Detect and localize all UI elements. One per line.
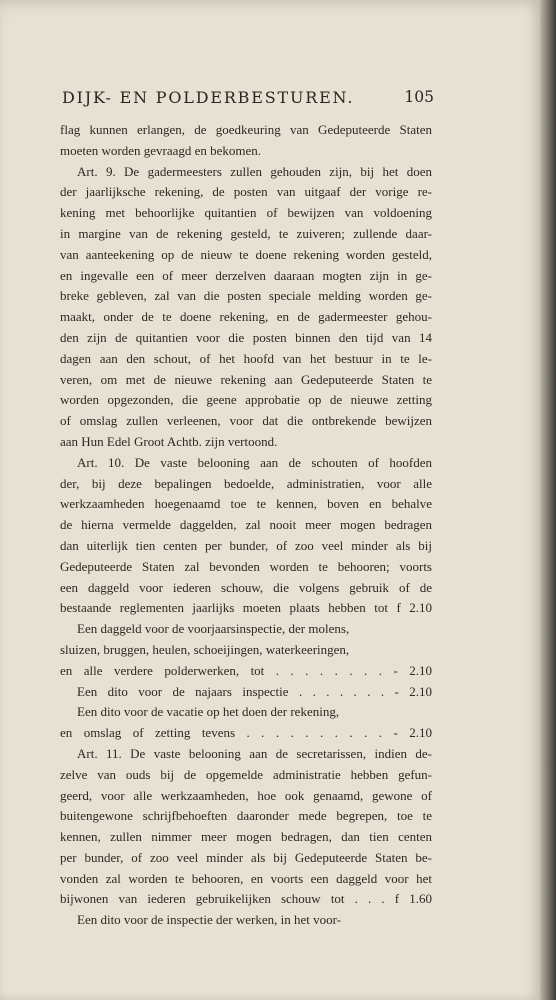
text-line: Een daggeld voor de voorjaarsinspectie, der molens,: [77, 621, 350, 637]
text-line: worden opgezonden, die geene approbatie op de nieuwe zetting: [60, 392, 432, 408]
text-line: en omslag of zetting tevens . . . . . . . . . . - 2.10: [60, 725, 432, 741]
text-line: bijwonen van iederen gebruikelijken schouw tot . . . f 1.60: [60, 891, 432, 907]
text-line: flag kunnen erlangen, de goedkeuring van Gedeputeerde Staten: [60, 122, 432, 137]
text-line: en alle verdere polderwerken, tot . . . . . . . . - 2.10: [60, 662, 432, 678]
text-line: werkzaamheden hoegenaamd toe te kennen, boven en behalve: [60, 496, 432, 512]
page-header: [62, 88, 434, 112]
text-line: dagen aan den schout, of het hoofd van het bestuur in te le-: [60, 350, 432, 366]
text-line: of omslag zullen verleenen, voor dat die ontbrekende bewijzen: [60, 413, 432, 429]
running-head: DIJK- EN POLDERBESTUREN.: [62, 88, 355, 107]
text-line: der jaarlijksche rekening, de posten van uitgaaf der vorige re-: [60, 184, 432, 200]
text-line: Art. 11. De vaste belooning aan de secretarissen, indien de-: [77, 745, 432, 761]
text-line: vonden zal worden te behooren, en voorts een daggeld voor het: [60, 870, 432, 886]
text-line: maakt, onder de te doene rekening, en de gadermeester gehou-: [60, 309, 432, 325]
text-line: een daggeld voor iederen schouw, die volgens gebruik of de: [60, 579, 432, 595]
text-line: bestaande reglementen jaarlijks moeten plaats hebben tot f 2.10: [60, 600, 432, 616]
text-line: Art. 10. De vaste belooning aan de schouten of hoofden: [77, 454, 432, 470]
text-line: der, bij deze bepalingen bedoelde, administratien, voor alle: [60, 475, 432, 491]
text-line: Een dito voor de inspectie der werken, in het voor-: [77, 912, 341, 928]
text-line: de hierna vermelde daggelden, zal nooit meer mogen bedragen: [60, 517, 432, 533]
book-gutter: [540, 0, 556, 1000]
text-line: Een dito voor de vacatie op het doen der rekening,: [77, 704, 340, 720]
text-line: kening met behoorlijke quitantien of bewijzen van voldoening: [60, 205, 432, 221]
text-line: in margine van de rekening gesteld, te zuiveren; zullende daar-: [60, 225, 432, 241]
text-line: van aanteekening op de nieuw te doene rekening worden gesteld,: [60, 246, 432, 262]
text-line: veren, om met de nieuwe rekening aan Gedeputeerde Staten te: [60, 371, 432, 387]
text-line: geerd, voor alle werkzaamheden, hoe ook genaamd, gewone of: [60, 787, 432, 803]
body-text: [60, 120, 432, 931]
text-line: Een dito voor de najaars inspectie . . . . . . . - 2.10: [77, 683, 432, 699]
page-number: 105: [404, 88, 434, 106]
text-line: Art. 9. De gadermeesters zullen gehouden zijn, bij het doen: [77, 163, 432, 179]
text-line: per bunder, of zoo veel minder als bij Gedeputeerde Staten be-: [60, 849, 432, 865]
text-line: kennen, zullen nimmer meer mogen bedragen, dan tien centen: [60, 829, 432, 845]
text-line: breke gebleven, zal van die posten speciale melding worden ge-: [60, 288, 432, 304]
text-line: Gedeputeerde Staten zal bevonden worden te behooren; voorts: [60, 558, 432, 574]
text-line: den zijn de quitantien voor die posten binnen den tijd van 14: [60, 329, 432, 345]
text-line: buitengewone schrijfbehoeften daaronder mede begrepen, toe te: [60, 808, 432, 824]
text-line: aan Hun Edel Groot Achtb. zijn vertoond.: [60, 433, 278, 449]
text-line: dan uiterlijk tien centen per bunder, of zoo veel minder als bij: [60, 537, 432, 553]
text-line: moeten worden gevraagd en bekomen.: [60, 142, 262, 158]
text-line: en ingevalle een of meer derzelven daaraan mogten zijn in ge-: [60, 267, 432, 283]
text-line: zelve van ouds bij de opgemelde administratie hebben gefun-: [60, 766, 432, 782]
text-line: sluizen, bruggen, heulen, schoeijingen, waterkeeringen,: [60, 641, 350, 657]
